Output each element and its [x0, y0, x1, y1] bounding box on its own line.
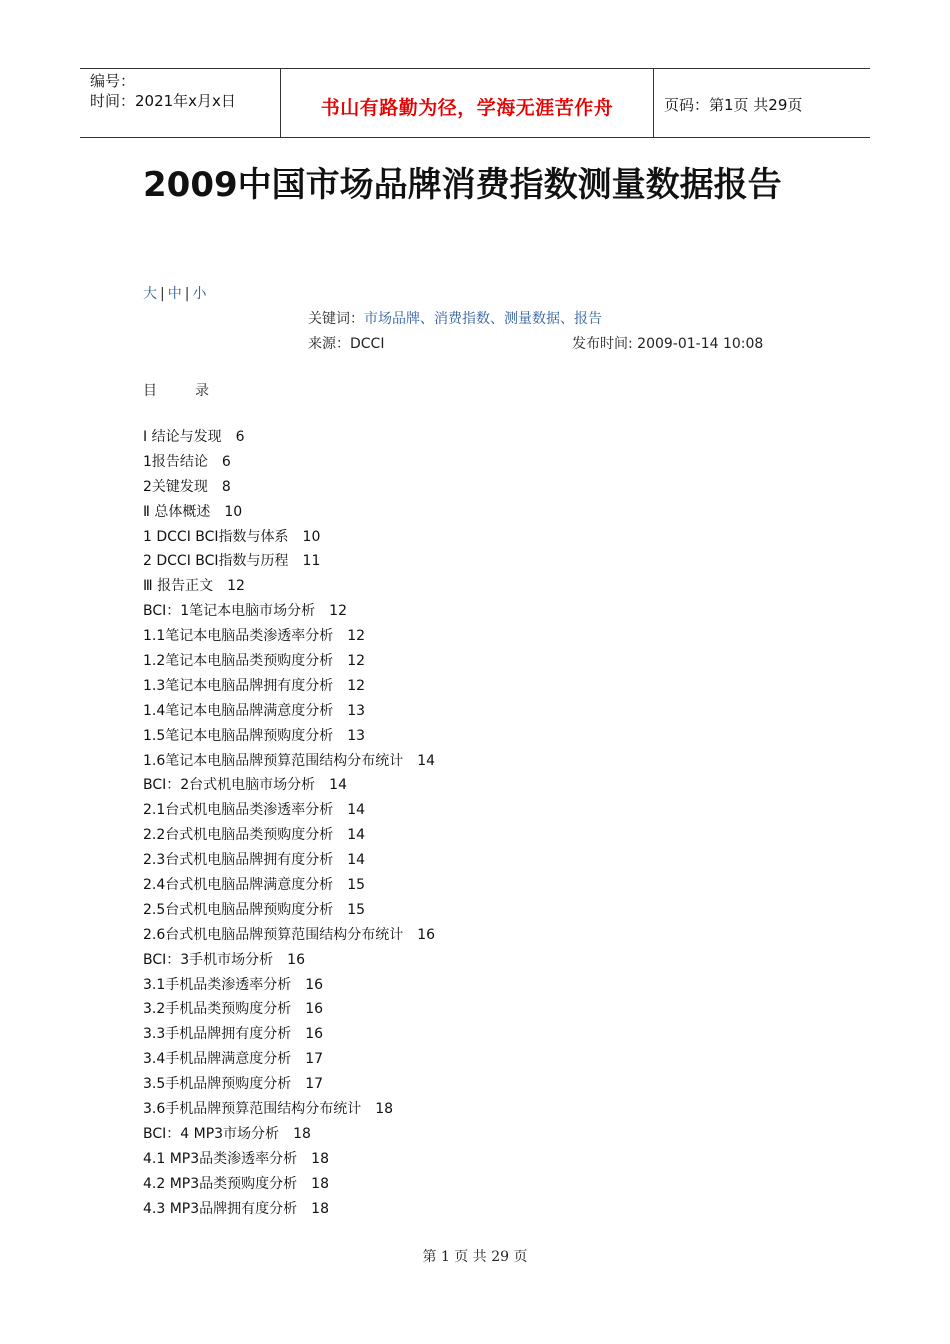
- toc-item-text: 2.5台式机电脑品牌预购度分析: [143, 901, 334, 918]
- code-label: 编号：: [90, 72, 136, 90]
- toc-item[interactable]: [143, 1122, 435, 1147]
- toc-item-page: 18: [375, 1101, 394, 1118]
- toc-item[interactable]: [143, 1197, 435, 1222]
- time-label: 时间：2021年x月x日: [90, 92, 236, 110]
- toc-item-text: Ⅱ 总体概述: [143, 503, 211, 520]
- header-page-cell: [654, 69, 870, 137]
- toc-item-page: 18: [311, 1175, 329, 1192]
- toc-item-text: BCI：3手机市场分析: [143, 951, 274, 968]
- toc-item[interactable]: [143, 798, 435, 823]
- toc-item-page: 16: [305, 1026, 324, 1043]
- toc-item-text: BCI：4 MP3市场分析: [143, 1125, 280, 1142]
- toc-item[interactable]: [143, 973, 435, 998]
- toc-item-page: 17: [305, 1076, 324, 1093]
- toc-item-page: 11: [302, 553, 321, 570]
- toc-item-text: 3.6手机品牌预算范围结构分布统计: [143, 1101, 362, 1118]
- toc-item-text: 2关键发现: [143, 478, 208, 495]
- toc-item-page: 10: [224, 503, 243, 520]
- toc-heading: [143, 380, 209, 400]
- toc-item[interactable]: [143, 649, 435, 674]
- toc-item-text: Ⅲ 报告正文: [143, 578, 214, 595]
- toc-item[interactable]: [143, 549, 435, 574]
- toc-item-page: 8: [221, 478, 231, 495]
- toc-item[interactable]: [143, 1147, 435, 1172]
- font-size-switcher: [143, 283, 206, 303]
- toc-item[interactable]: [143, 450, 435, 475]
- header-meta-cell: [80, 69, 281, 137]
- toc-item-page: 13: [347, 727, 366, 744]
- toc-item-page: 6: [221, 453, 231, 470]
- toc-item-page: 6: [235, 429, 245, 445]
- toc-item[interactable]: [143, 773, 435, 798]
- toc-item-page: 12: [227, 578, 245, 595]
- page-title: 2009中国市场品牌消费指数测量数据报告: [143, 165, 782, 205]
- toc-item-text: Ⅰ 结论与发现: [143, 429, 222, 445]
- toc-item-text: 1.1笔记本电脑品类渗透率分析: [143, 628, 334, 645]
- toc-item[interactable]: [143, 674, 435, 699]
- toc-item-page: 12: [329, 603, 347, 620]
- page-info: 页码：第1页 共29页: [664, 96, 803, 114]
- keywords-line: [308, 308, 602, 328]
- toc-item[interactable]: [143, 823, 435, 848]
- toc-item-page: 12: [347, 628, 366, 645]
- keywords-label: 关键词：: [308, 311, 364, 327]
- toc-item[interactable]: [143, 1097, 435, 1122]
- toc-item-text: 3.1手机品类渗透率分析: [143, 976, 292, 993]
- toc-item-text: 1.2笔记本电脑品类预购度分析: [143, 653, 334, 670]
- toc-item-text: BCI：2台式机电脑市场分析: [143, 777, 316, 794]
- toc-item-page: 16: [417, 926, 436, 943]
- toc-item-text: 1.4笔记本电脑品牌满意度分析: [143, 702, 334, 719]
- toc-item-page: 12: [347, 653, 366, 670]
- toc-item[interactable]: [143, 1047, 435, 1072]
- toc-item-page: 18: [311, 1150, 329, 1167]
- toc-item[interactable]: [143, 425, 435, 450]
- header-motto-cell: [281, 69, 654, 137]
- document-header: [80, 68, 870, 138]
- toc-item[interactable]: [143, 574, 435, 599]
- toc-item-page: 10: [302, 528, 321, 545]
- table-of-contents: [143, 425, 435, 1222]
- toc-item-page: 16: [305, 1001, 324, 1018]
- toc-item[interactable]: [143, 599, 435, 624]
- font-size-small-link[interactable]: 小: [192, 286, 207, 302]
- toc-item-text: 2.1台式机电脑品类渗透率分析: [143, 802, 334, 819]
- toc-item-text: 3.2手机品类预购度分析: [143, 1001, 292, 1018]
- toc-item-text: 1.6笔记本电脑品牌预算范围结构分布统计: [143, 752, 404, 769]
- toc-item[interactable]: [143, 1022, 435, 1047]
- toc-heading-part: 录: [195, 383, 209, 399]
- font-size-large-link[interactable]: 大: [143, 286, 157, 302]
- toc-item-page: 18: [293, 1125, 311, 1142]
- toc-item[interactable]: [143, 848, 435, 873]
- toc-item-page: 16: [287, 951, 305, 968]
- toc-item-page: 14: [347, 802, 366, 819]
- toc-item-text: 2 DCCI BCI指数与历程: [143, 553, 289, 570]
- page-footer: 第 1 页 共 29 页: [422, 1249, 528, 1265]
- keywords-links[interactable]: 市场品牌、消费指数、测量数据、报告: [364, 311, 602, 327]
- toc-item[interactable]: [143, 948, 435, 973]
- toc-item[interactable]: [143, 997, 435, 1022]
- motto: 书山有路勤为径，学海无涯苦作舟: [320, 97, 614, 119]
- toc-item-text: 2.4台式机电脑品牌满意度分析: [143, 877, 334, 894]
- publish-time: 发布时间: 2009-01-14 10:08: [572, 336, 764, 352]
- toc-item-text: 1报告结论: [143, 453, 208, 470]
- toc-item-text: 3.3手机品牌拥有度分析: [143, 1026, 292, 1043]
- toc-item[interactable]: [143, 500, 435, 525]
- source-line: 来源：DCCI: [308, 336, 385, 352]
- toc-item[interactable]: [143, 724, 435, 749]
- font-size-medium-link[interactable]: 中: [167, 286, 182, 302]
- separator: |: [160, 286, 165, 302]
- toc-item-text: 3.4手机品牌满意度分析: [143, 1051, 292, 1068]
- toc-item-page: 15: [347, 901, 366, 918]
- toc-item-text: BCI：1笔记本电脑市场分析: [143, 603, 316, 620]
- toc-item-page: 14: [417, 752, 436, 769]
- toc-item-page: 14: [347, 827, 366, 844]
- toc-item-page: 13: [347, 702, 366, 719]
- toc-item[interactable]: [143, 475, 435, 500]
- toc-item[interactable]: [143, 898, 435, 923]
- toc-item-text: 2.6台式机电脑品牌预算范围结构分布统计: [143, 926, 404, 943]
- toc-item-text: 4.2 MP3品类预购度分析: [143, 1175, 298, 1192]
- toc-item[interactable]: [143, 1072, 435, 1097]
- toc-item-text: 2.3台式机电脑品牌拥有度分析: [143, 852, 334, 869]
- toc-item[interactable]: [143, 624, 435, 649]
- toc-item[interactable]: [143, 699, 435, 724]
- toc-item[interactable]: [143, 749, 435, 774]
- toc-item[interactable]: [143, 525, 435, 550]
- toc-item-page: 18: [311, 1200, 329, 1217]
- toc-item-text: 1.3笔记本电脑品牌拥有度分析: [143, 677, 334, 694]
- toc-item-text: 4.3 MP3品牌拥有度分析: [143, 1200, 298, 1217]
- toc-item-text: 3.5手机品牌预购度分析: [143, 1076, 292, 1093]
- toc-item-text: 1.5笔记本电脑品牌预购度分析: [143, 727, 334, 744]
- toc-item-page: 16: [305, 976, 324, 993]
- toc-item-page: 17: [305, 1051, 324, 1068]
- separator: |: [184, 286, 190, 302]
- toc-item[interactable]: [143, 1172, 435, 1197]
- toc-item-text: 1 DCCI BCI指数与体系: [143, 528, 289, 545]
- toc-item-page: 12: [347, 677, 366, 694]
- toc-heading-part: 目: [143, 383, 157, 399]
- toc-item[interactable]: [143, 923, 435, 948]
- toc-item[interactable]: [143, 873, 435, 898]
- toc-item-page: 14: [347, 852, 366, 869]
- toc-item-text: 4.1 MP3品类渗透率分析: [143, 1150, 298, 1167]
- toc-item-text: 2.2台式机电脑品类预购度分析: [143, 827, 334, 844]
- toc-item-page: 14: [329, 777, 347, 794]
- toc-item-page: 15: [347, 877, 366, 894]
